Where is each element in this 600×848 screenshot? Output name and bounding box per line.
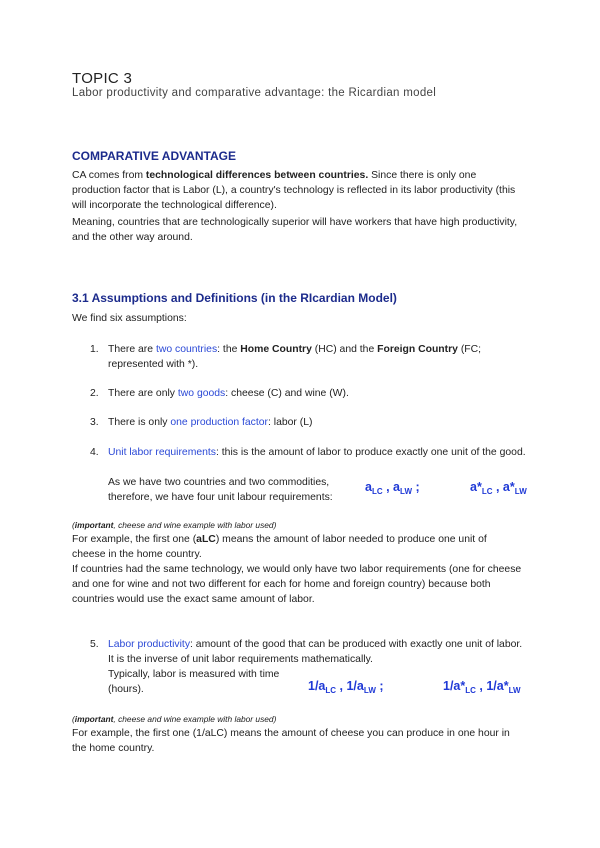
list-item-two-goods: There are only two goods: cheese (C) and wine (W). (108, 388, 349, 399)
list-item-unit-labor-requirements: Unit labor requirements: this is the amount of labor to produce exactly one unit of the good. (108, 447, 526, 458)
list-number-3: 3. (90, 417, 99, 428)
list-number-1: 1. (90, 344, 99, 355)
ca-paragraph-1: CA comes from technological differences between countries. Since there is only one production factor that is Labor (L), a country's technology is reflected in its labor productivity (this will incorporate the technological difference). (72, 170, 516, 211)
formula-productivity-foreign: $1/a*_{LC}$ , $1/a*_{LW}$ (443, 679, 521, 695)
labor-productivity-note: Typically, labor is measured with time (hours). (108, 669, 280, 695)
section-heading-comparative-advantage: COMPARATIVE ADVANTAGE (72, 149, 236, 163)
unit-labor-requirements-note: As we have two countries and two commodities, therefore, we have four unit labour requirements: (108, 477, 333, 503)
formula-unit-labor-home: $a_{LC}$ , $a_{LW}$ ; (365, 480, 420, 496)
formula-productivity-home: $1/a_{LC}$ , $1/a_{LW}$ ; (308, 679, 384, 695)
list-number-4: 4. (90, 447, 99, 458)
assumptions-intro: We find six assumptions: (72, 313, 187, 324)
list-item-labor-productivity: Labor productivity: amount of the good that can be produced with exactly one unit of labor. It is the inverse of unit labor requirements mathematically. (108, 639, 523, 665)
example-paragraph-3: For example, the first one (1/aLC) means the amount of cheese you can produce in one hour in the home country. (72, 728, 510, 754)
list-item-two-countries: There are two countries: the Home Country (HC) and the Foreign Country (FC; represented with *). (108, 344, 482, 370)
list-number-5: 5. (90, 639, 99, 650)
page-title: TOPIC 3 (72, 70, 133, 87)
list-number-2: 2. (90, 388, 99, 399)
important-note-2: (important, cheese and wine example with labor used) (72, 714, 277, 724)
list-item-one-factor: There is only one production factor: labor (L) (108, 417, 313, 428)
example-paragraph-2: If countries had the same technology, we would only have two labor requirements (one for cheese and one for wine and not two different for each for home and foreign country) because both countries would use the exact same amount of labor. (72, 564, 522, 605)
example-paragraph-1: For example, the first one (aLC) means the amount of labor needed to produce one unit of cheese in the home country. (72, 534, 487, 560)
important-note-1: (important, cheese and wine example with labor used) (72, 520, 277, 530)
formula-unit-labor-foreign: $a*_{LC}$ , $a*_{LW}$ (470, 480, 527, 496)
page-subtitle: Labor productivity and comparative advantage: the Ricardian model (72, 87, 437, 99)
ca-paragraph-2: Meaning, countries that are technologically superior will have workers that have high productivity, and the other way around. (72, 217, 518, 243)
section-heading-assumptions: 3.1 Assumptions and Definitions (in the RIcardian Model) (72, 291, 397, 305)
